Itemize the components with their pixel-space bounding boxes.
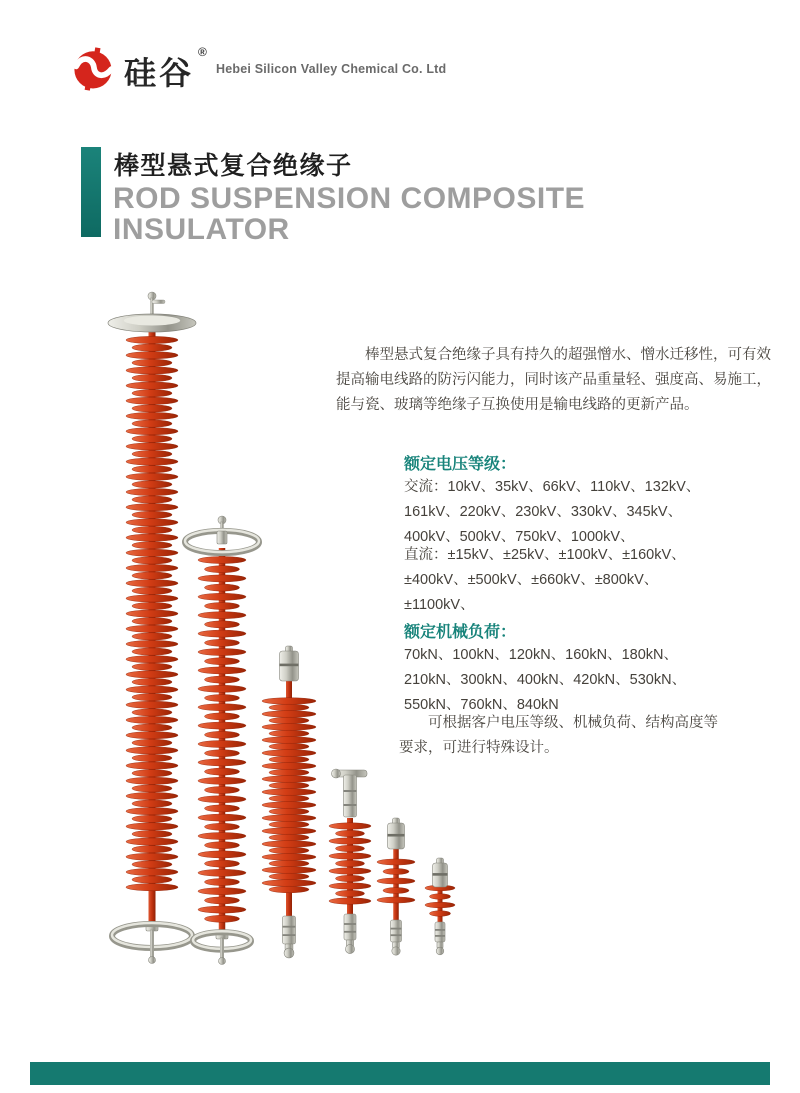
page-title-en-line1: ROD SUSPENSION COMPOSITE [113,182,586,215]
load-line: 70kN、100kN、120kN、160kN、180kN、 [404,647,679,663]
footer-accent-bar [30,1062,770,1085]
load-line: 210kN、300kN、400kN、420kN、530kN、 [404,672,687,688]
note-line: 可根据客户电压等级、机械负荷、结构高度等 [428,715,718,731]
note-line: 要求，可进行特殊设计。 [399,740,559,756]
ac-voltage-line: 161kV、220kV、230kV、330kV、345kV、 [404,504,683,520]
brand-logo-icon [70,46,116,92]
voltage-section-heading: 额定电压等级： [404,456,517,473]
dc-voltage-line: ±400kV、±500kV、±660kV、±800kV、 [404,572,659,588]
insulator-photo-1 [108,292,196,964]
ac-voltage-list [404,475,700,550]
description-line: 提高输电线路的防污闪能力，同时该产品重量轻、强度高、易施工， [336,372,771,388]
insulator-photo-5 [377,818,415,955]
ac-voltage-line: 交流：10kV、35kV、66kV、110kV、132kV、 [404,479,701,495]
company-name-en: Hebei Silicon Valley Chemical Co. Ltd [216,62,447,76]
ac-voltage-line: 400kV、500kV、750kV、1000kV、 [404,529,635,545]
insulator-photo-4 [329,769,371,954]
dc-voltage-list [404,543,686,618]
page-title-cn: 棒型悬式复合绝缘子 [114,152,353,180]
load-section-heading: 额定机械负荷： [404,624,517,641]
brand-name-cn: 硅谷 [124,55,195,91]
page-title-en-line2: INSULATOR [113,213,290,246]
dc-voltage-line: ±1100kV、 [404,597,475,613]
insulator-photo-2 [185,516,259,965]
dc-voltage-line: 直流：±15kV、±25kV、±100kV、±160kV、 [404,547,686,563]
insulator-photo-6 [425,858,455,955]
custom-design-note [399,711,718,761]
load-line: 550kN、760kN、840kN [404,697,559,713]
mechanical-load-list [404,643,686,718]
title-accent-bar [81,147,101,237]
description-line: 能与瓷、玻璃等绝缘子互换使用是输电线路的更新产品。 [336,397,699,413]
insulator-photo-3 [262,646,316,958]
product-description [336,343,776,418]
registered-trademark: ® [198,45,207,59]
description-line: 棒型悬式复合绝缘子具有持久的超强憎水、憎水迁移性，可有效 [365,347,771,363]
